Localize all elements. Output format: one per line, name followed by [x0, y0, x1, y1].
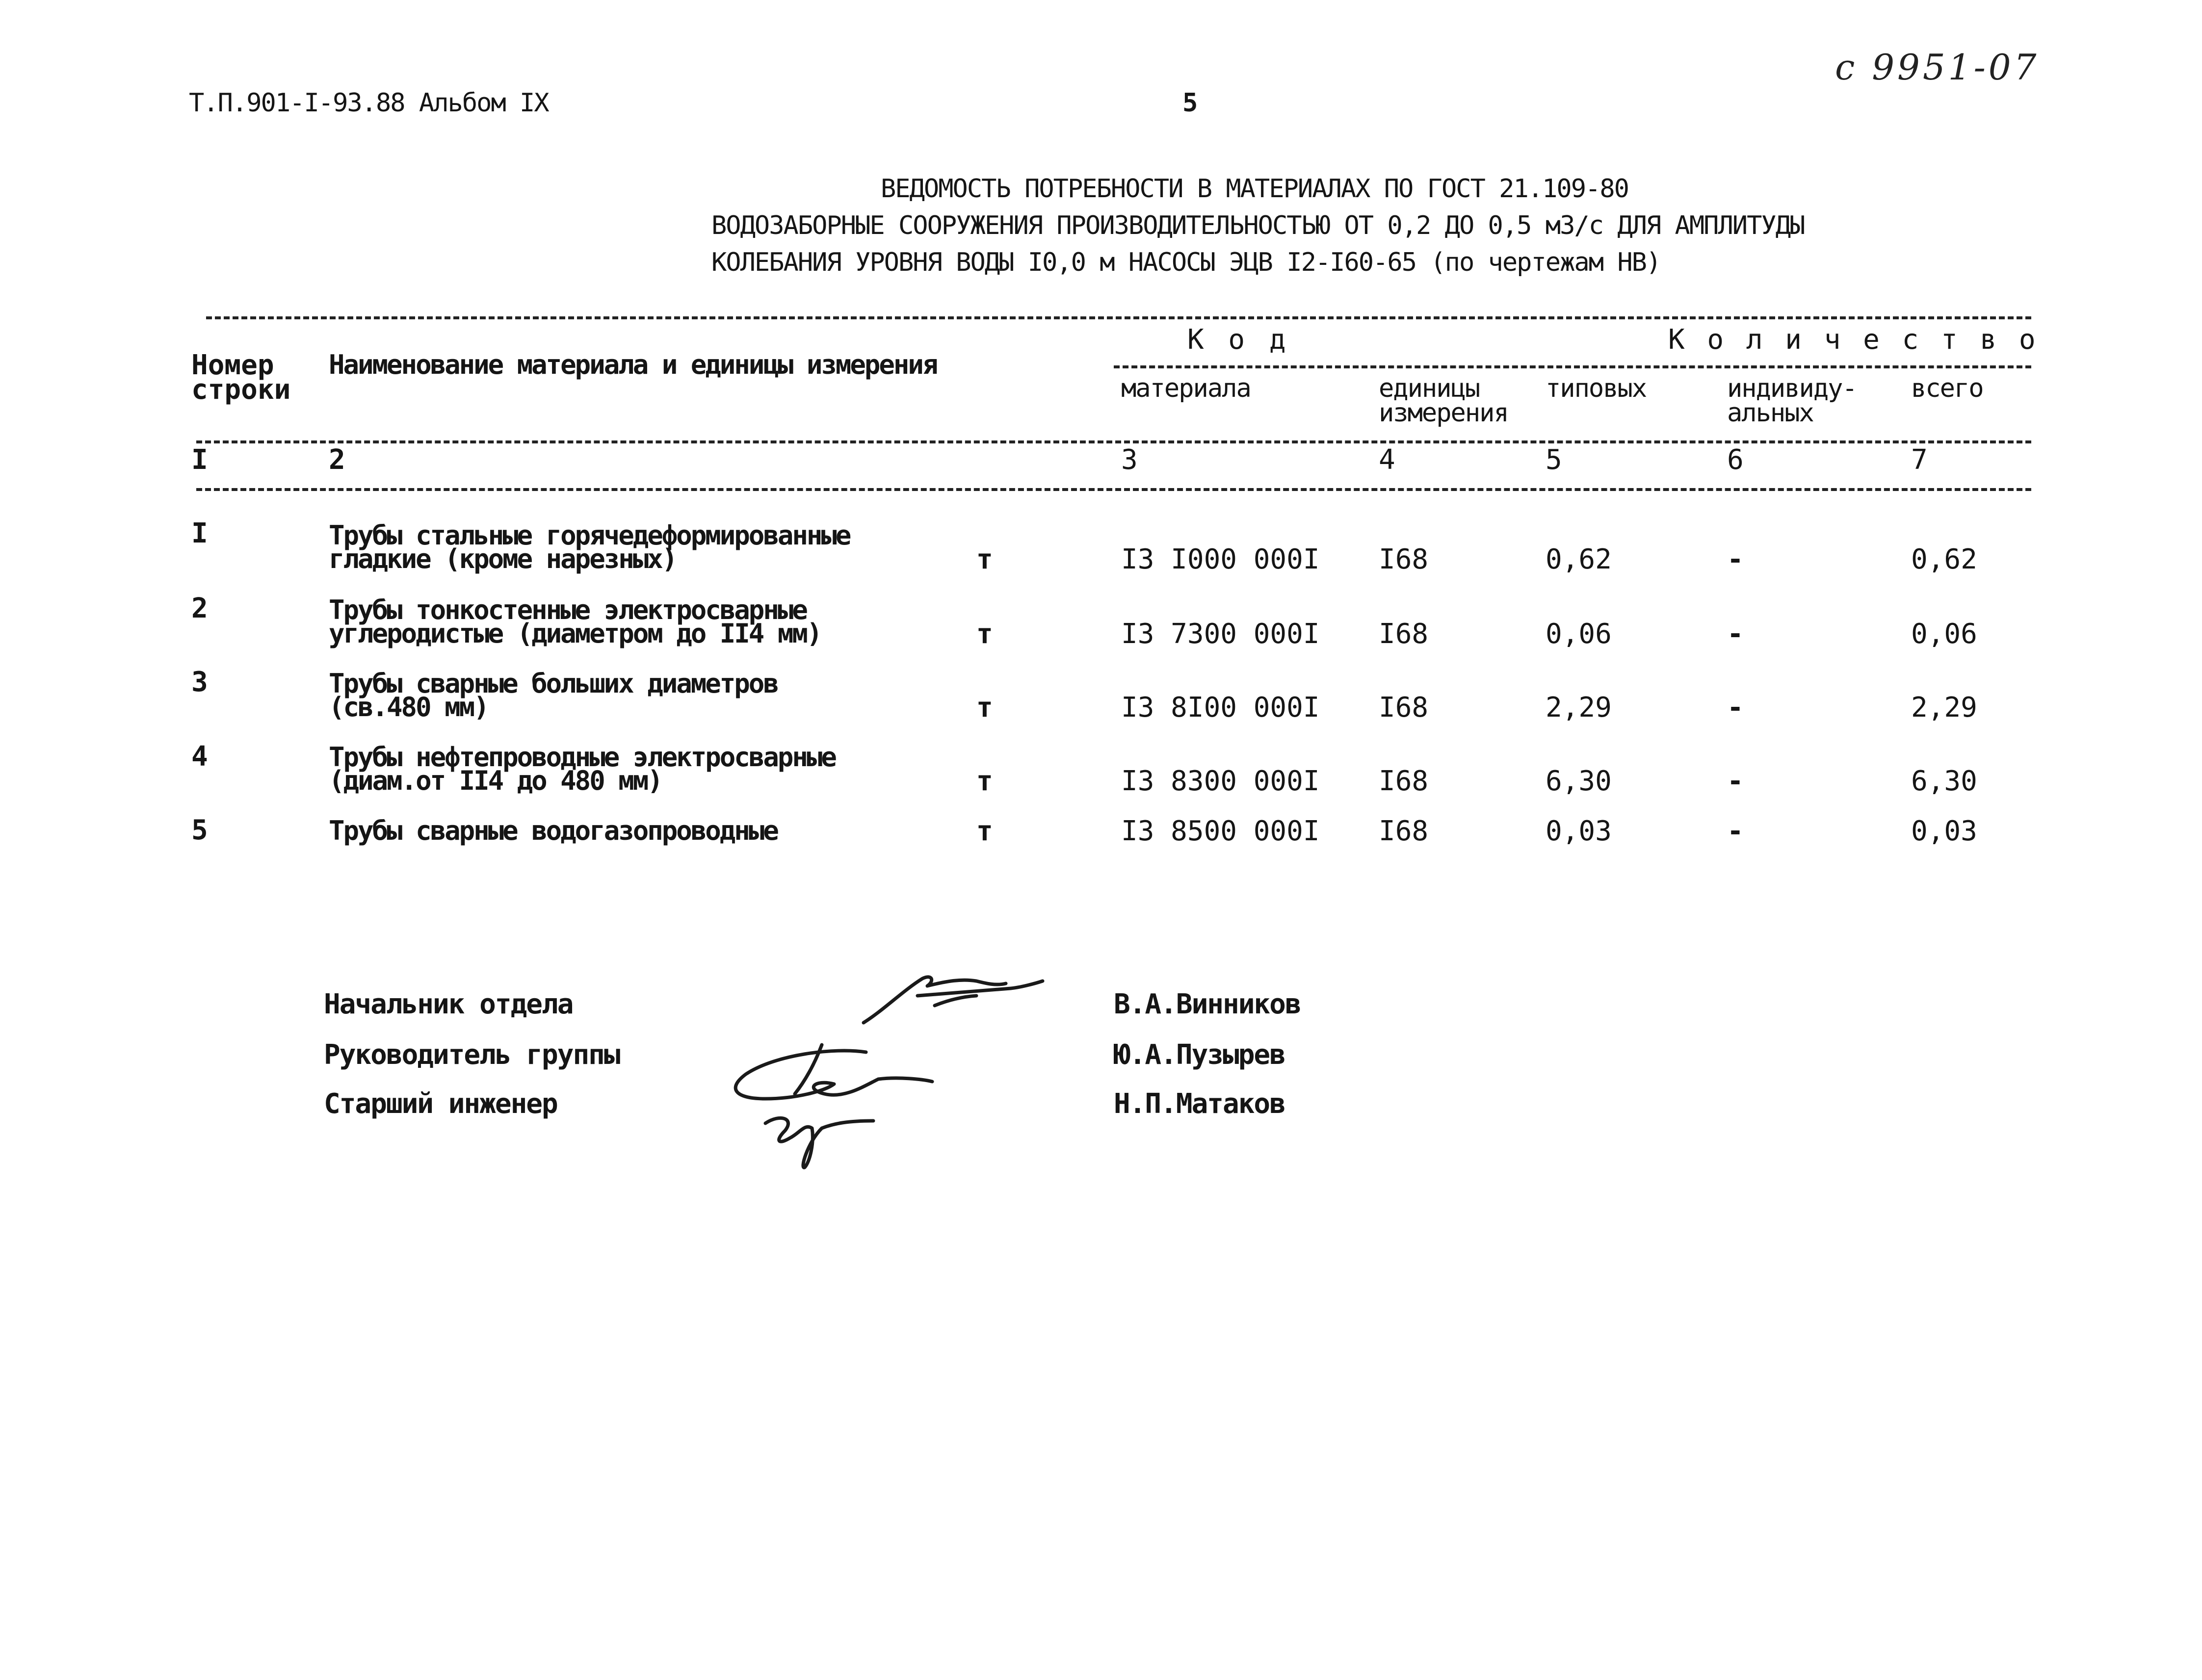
- qty-total: 0,03: [1911, 815, 1977, 847]
- material-code: I3 8500 000I: [1121, 815, 1320, 847]
- header-code-unit-1: единицы: [1379, 374, 1480, 403]
- qty-total: 6,30: [1911, 765, 1977, 797]
- material-name-line-2: (св.480 мм): [329, 692, 488, 723]
- header-code-material: материала: [1121, 374, 1251, 403]
- unit: т: [976, 543, 993, 575]
- material-name-line-2: гладкие (кроме нарезных): [329, 543, 677, 574]
- qty-individual: -: [1727, 618, 1744, 650]
- handwritten-archive-note: с 9951-07: [1835, 47, 2040, 88]
- document-code: Т.П.901-I-93.88 Альбом IX: [189, 88, 549, 118]
- row-number: I: [191, 517, 208, 549]
- header-qty-individual-2: альных: [1727, 398, 1813, 428]
- column-number: 6: [1727, 444, 1744, 476]
- material-name-line-1: Трубы стальные горячедеформированные: [329, 520, 850, 551]
- material-code: I3 8300 000I: [1121, 765, 1320, 797]
- signature-role: Руководитель группы: [324, 1039, 620, 1071]
- signature-role: Начальник отдела: [324, 988, 573, 1020]
- unit: т: [976, 815, 993, 847]
- column-number: 5: [1546, 444, 1562, 476]
- unit-code: I68: [1379, 815, 1429, 847]
- material-name-line-1: Трубы нефтепроводные электросварные: [329, 742, 836, 773]
- title-line-3: КОЛЕБАНИЯ УРОВНЯ ВОДЫ I0,0 м НАСОСЫ ЭЦВ I2-I60-65 (по чертежам НВ): [711, 248, 1661, 277]
- material-name-line-2: углеродистые (диаметром до II4 мм): [329, 618, 821, 649]
- header-qty-total: всего: [1911, 374, 1983, 403]
- material-name-line-2: (диам.от II4 до 480 мм): [329, 765, 662, 796]
- row-number: 3: [191, 666, 208, 698]
- material-code: I3 8I00 000I: [1121, 692, 1320, 724]
- unit-code: I68: [1379, 765, 1429, 797]
- unit: т: [976, 692, 993, 724]
- material-name-line-1: Трубы сварные больших диаметров: [329, 668, 778, 699]
- qty-individual: -: [1727, 692, 1744, 724]
- qty-individual: -: [1727, 765, 1744, 797]
- title-line-2: ВОДОЗАБОРНЫЕ СООРУЖЕНИЯ ПРОИЗВОДИТЕЛЬНОСТЬЮ ОТ 0,2 ДО 0,5 м3/с ДЛЯ АМПЛИТУДЫ: [711, 211, 1805, 240]
- header-code-group: К о д: [1187, 324, 1290, 356]
- header-qty-individual-1: индивиду-: [1727, 374, 1857, 403]
- column-number: 2: [329, 444, 345, 476]
- column-number: 3: [1121, 444, 1138, 476]
- unit: т: [976, 618, 993, 650]
- qty-individual: -: [1727, 815, 1744, 847]
- column-number: 4: [1379, 444, 1395, 476]
- header-material-name: Наименование материала и единицы измерения: [329, 349, 937, 380]
- row-number: 2: [191, 593, 208, 624]
- unit-code: I68: [1379, 692, 1429, 724]
- qty-typical: 2,29: [1546, 692, 1612, 724]
- material-name-line-1: Трубы тонкостенные электросварные: [329, 594, 807, 625]
- unit: т: [976, 765, 993, 797]
- material-code: I3 7300 000I: [1121, 618, 1320, 650]
- header-row-number-1: Номер: [191, 349, 274, 381]
- signatory-name: Ю.А.Пузырев: [1114, 1039, 1285, 1071]
- material-name-line-1: Трубы сварные водогазопроводные: [329, 815, 778, 846]
- qty-total: 2,29: [1911, 692, 1977, 724]
- column-number: 7: [1911, 444, 1928, 476]
- header-code-unit-2: измерения: [1379, 398, 1508, 428]
- header-quantity-group: К о л и ч е с т в о: [1668, 324, 2039, 356]
- qty-typical: 0,06: [1546, 618, 1612, 650]
- header-qty-typical: типовых: [1546, 374, 1647, 403]
- signatory-name: В.А.Винников: [1114, 988, 1301, 1020]
- unit-code: I68: [1379, 618, 1429, 650]
- page-number: 5: [1182, 88, 1197, 118]
- material-code: I3 I000 000I: [1121, 543, 1320, 575]
- row-number: 5: [191, 814, 208, 846]
- title-line-1: ВЕДОМОСТЬ ПОТРЕБНОСТИ В МАТЕРИАЛАХ ПО ГОСТ 21.109-80: [881, 174, 1628, 204]
- qty-typical: 6,30: [1546, 765, 1612, 797]
- signature-role: Старший инженер: [324, 1088, 557, 1120]
- qty-typical: 0,03: [1546, 815, 1612, 847]
- qty-typical: 0,62: [1546, 543, 1612, 575]
- row-number: 4: [191, 741, 208, 773]
- qty-total: 0,62: [1911, 543, 1977, 575]
- header-row-number-2: строки: [191, 374, 291, 406]
- signatory-name: Н.П.Матаков: [1114, 1088, 1285, 1120]
- unit-code: I68: [1379, 543, 1429, 575]
- qty-total: 0,06: [1911, 618, 1977, 650]
- column-number: I: [191, 444, 208, 476]
- qty-individual: -: [1727, 543, 1744, 575]
